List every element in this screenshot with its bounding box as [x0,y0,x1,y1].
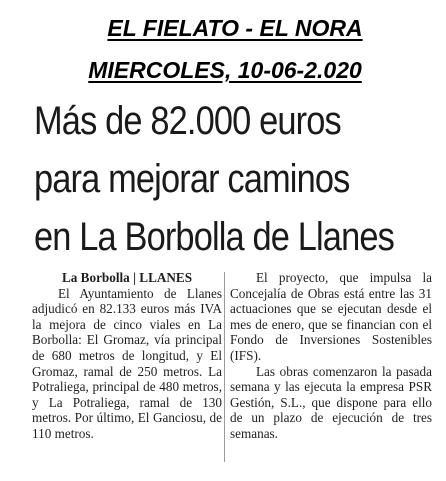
masthead-date: MIERCOLES, 10-06-2.020 [88,57,362,83]
article-paragraph: El Ayuntamiento de Llanes adjudicó en 82.133 euros más IVA la mejora de cinco viales en La Borbolla: El Gromaz, vía principal de 680 metros de longitud, y El Gromaz, ramal de 250 metros. La Potraliega, principal de 480 metros, y La Potraliega, ramal de 130 metros. Por último, El Ganciosu, de 110 metros. [32,285,222,441]
article-paragraph: El proyecto, que impulsa la Concejalía de Obras está entre las 31 actuaciones que se ejecutan desde el mes de enero, que se financian con el Fondo de Inversiones Sostenibles (IFS). [230,270,432,363]
headline-line-1: Más de 82.000 euros [34,99,341,143]
article-column-left [32,270,222,442]
headline-line-2: para mejorar caminos [34,157,350,201]
article-dateline: La Borbolla | LLANES [62,270,193,285]
article-column-right [230,270,432,442]
column-divider [224,272,225,462]
masthead-title: EL FIELATO - EL NORA [107,15,363,41]
headline-line-3: en La Borbolla de Llanes [34,215,394,259]
article-paragraph: Las obras comenzaron la pasada semana y las ejecuta la empresa PSR Gestión, S.L., que dispone para ello de un plazo de ejecución de tres semanas. [230,363,432,441]
